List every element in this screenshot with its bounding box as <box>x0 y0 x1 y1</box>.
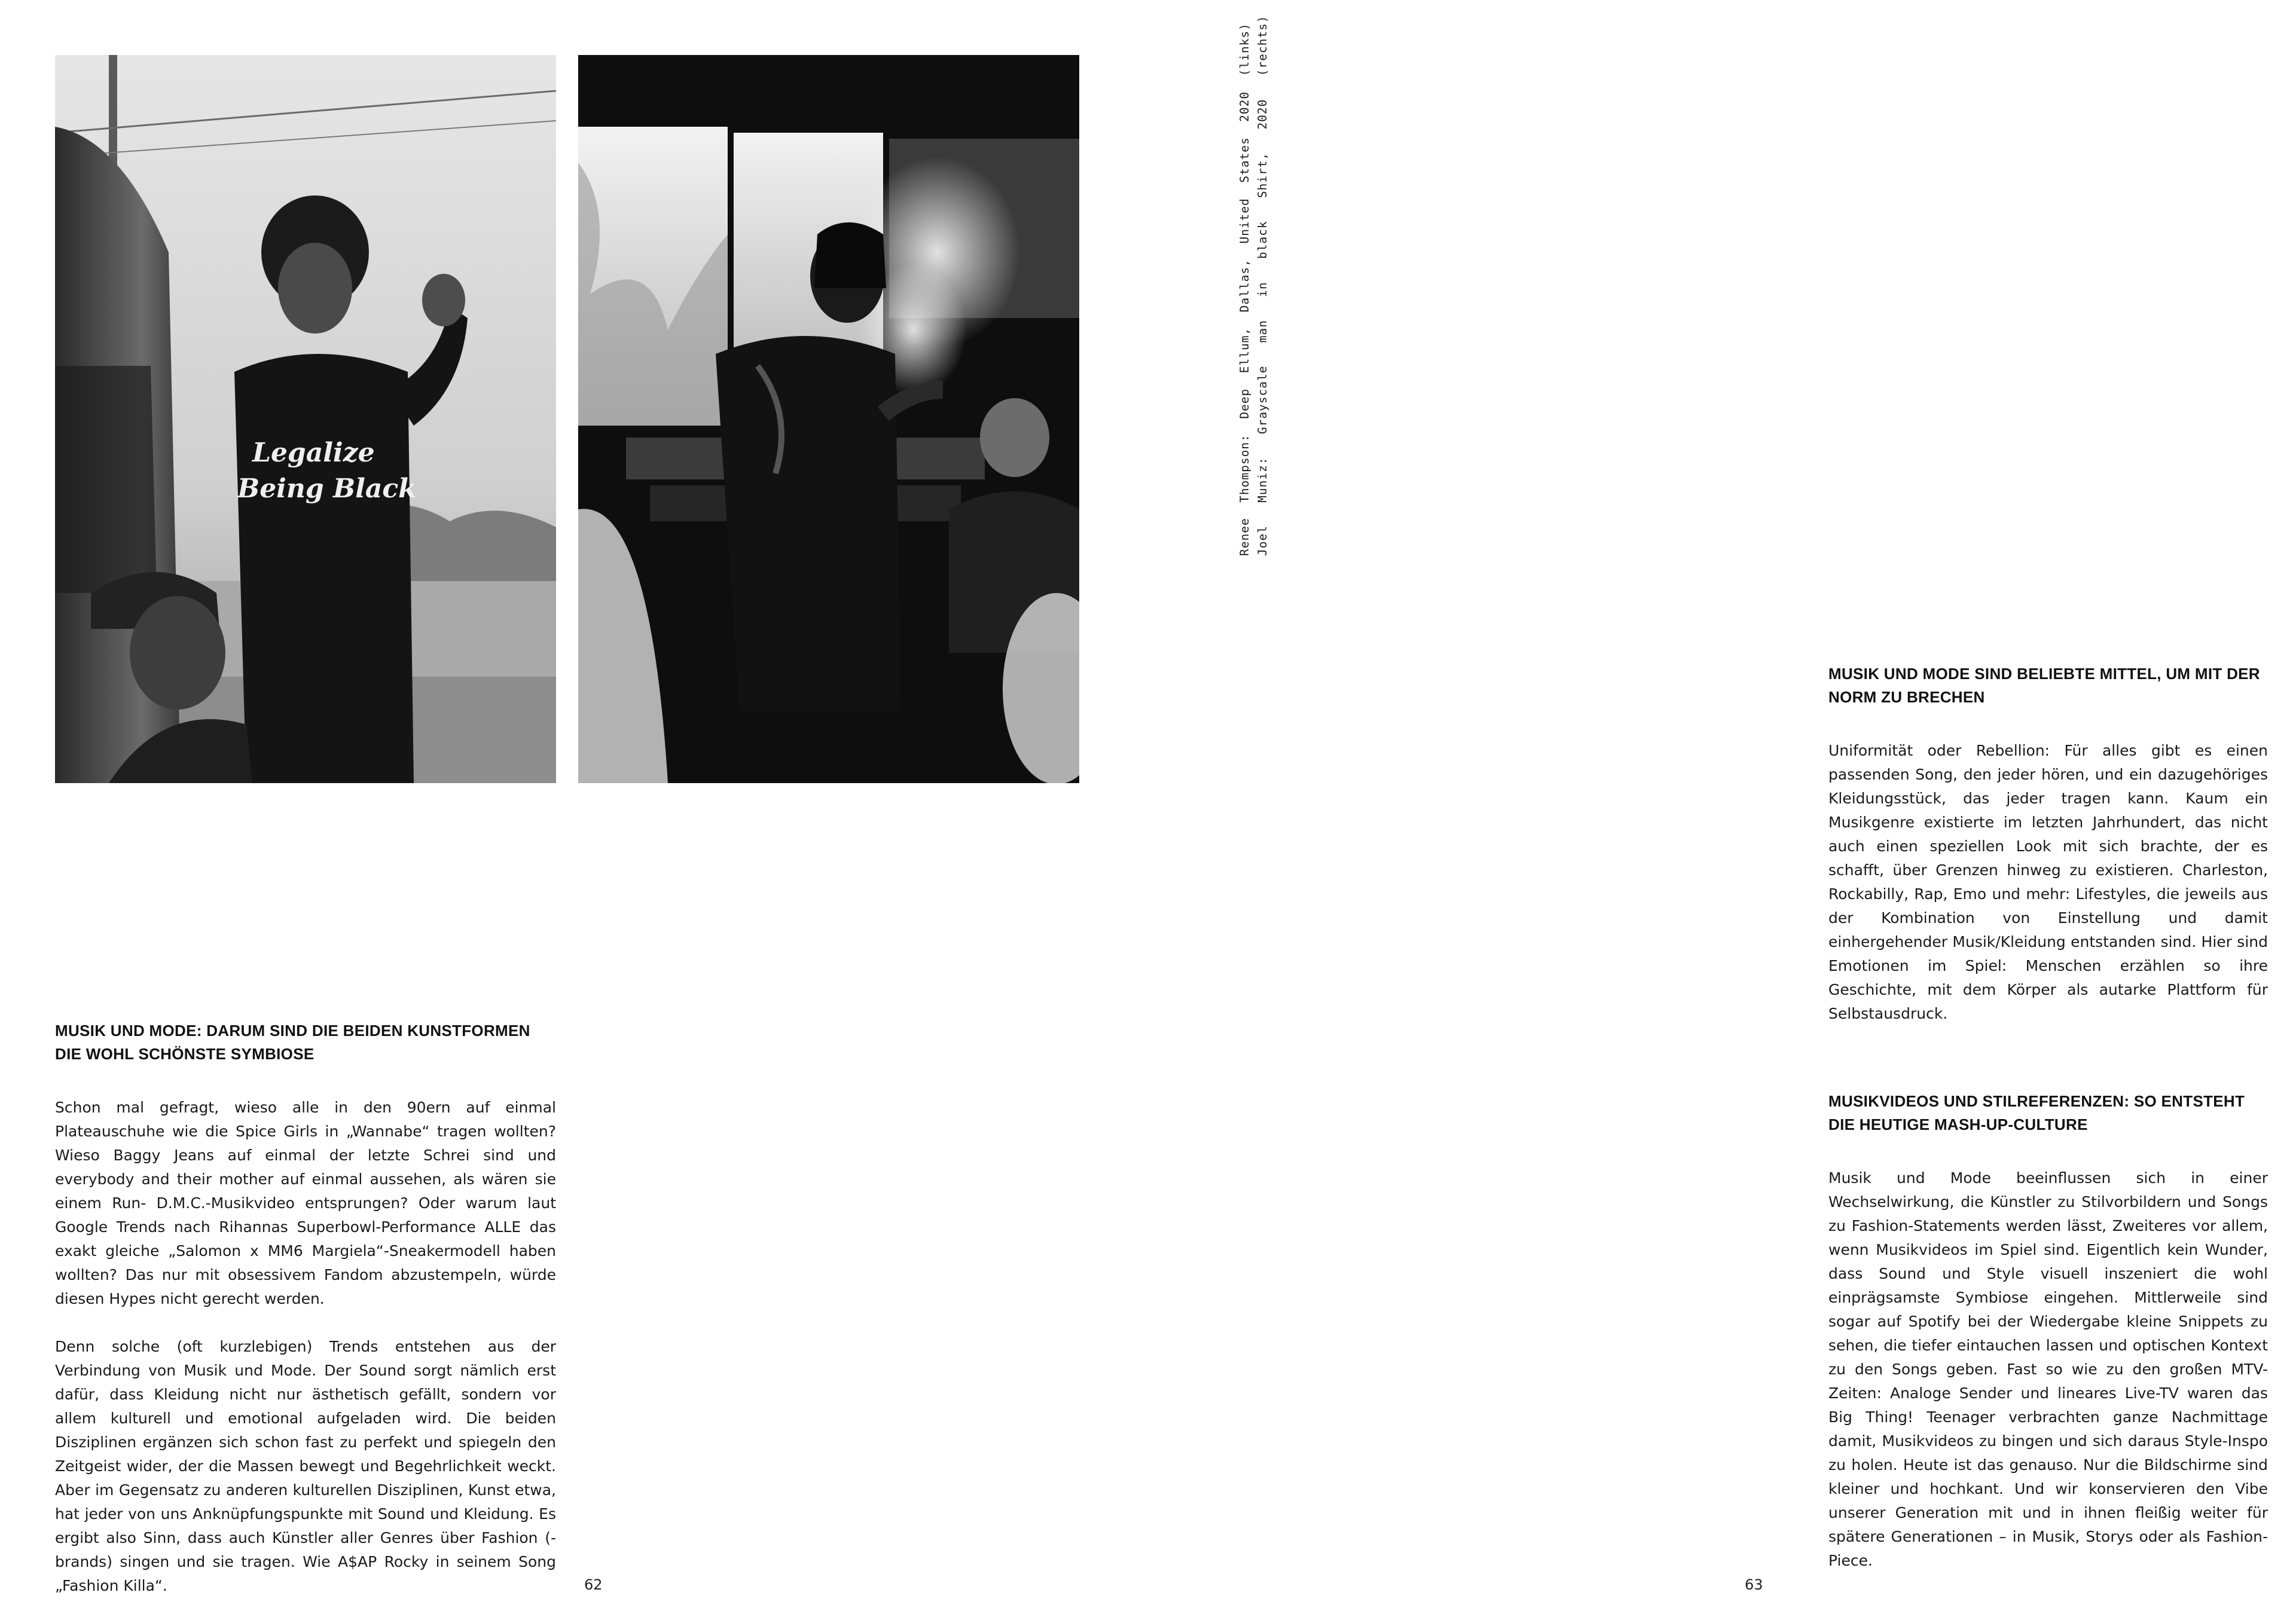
page-number-left: 62 <box>584 1576 603 1593</box>
page-number-right: 63 <box>1745 1576 1763 1593</box>
left-article-paragraph-2: Denn solche (oft kurzlebigen) Trends entstehen aus der Verbindung von Musik und Mode. Der Sound sorgt nämlich erst dafür, dass Kleidung nicht nur ästhetisch gefällt, sondern vor allem kulturell und emotional aufgeladen wird. Die beiden Disziplinen ergänzen sich schon fast zu perfekt und spiegeln den Zeitgeist wider, der die Massen bewegt und Begehrlichkeit weckt. Aber im Gegensatz zu anderen kulturellen Disziplinen, Kunst etwa, hat jeder von uns Anknüpfungspunkte mit Sound und Kleidung. Es ergibt also Sinn, dass auch Künstler aller Genres über Fashion (-brands) singen und sie tragen. Wie A$AP Rocky in seinem Song „Fashion Killa“. <box>55 1338 556 1594</box>
left-article <box>55 1019 556 1622</box>
photo-credit-caption <box>1236 15 1272 556</box>
caption-line-1: Renee Thompson: Deep Ellum, Dallas, United States 2020 (links) <box>1238 23 1251 556</box>
left-article-heading: MUSIK UND MODE: DARUM SIND DIE BEIDEN KUNSTFORMEN DIE WOHL SCHÖNSTE SYMBIOSE <box>55 1022 530 1063</box>
photo-left-illustration <box>55 55 556 783</box>
right-section-1-heading: MUSIK UND MODE SIND BELIEBTE MITTEL, UM MIT DER NORM ZU BRECHEN <box>1828 665 2260 706</box>
right-section-norm <box>1828 662 2268 1050</box>
svg-text:Legalize: Legalize <box>252 438 375 468</box>
left-article-paragraph-1: Schon mal gefragt, wieso alle in den 90ern auf einmal Plateauschuhe wie die Spice Girls in „Wannabe“ tragen wollten? Wieso Baggy Jeans auf einmal der letzte Schrei sind und everybody and their mother auf einmal aussehen, als wären sie einem Run- D.M.C.-Musikvideo entsprungen? Oder warum laut Google Trends nach Rihannas Superbowl-Performance ALLE das exakt gleiche „Salomon x MM6 Margiela“-Sneakermodell haben wollten? Das nur mit obsessivem Fandom abzustempeln, würde diesen Hypes nicht gerecht werden. <box>55 1099 556 1307</box>
right-section-2-heading: MUSIKVIDEOS UND STILREFERENZEN: SO ENTSTEHT DIE HEUTIGE MASH-UP-CULTURE <box>1828 1092 2245 1133</box>
photo-right-illustration <box>578 55 1079 783</box>
photo-right <box>578 55 1079 783</box>
svg-text:Being Black: Being Black <box>237 473 417 504</box>
right-section-2-paragraph: Musik und Mode beeinflussen sich in einer Wechselwirkung, die Künstler zu Stilvorbildern und Songs zu Fashion-Statements werden lässt, Zweiteres vor allem, wenn Musikvideos im Spiel sind. Eigentlich kein Wunder, dass Sound und Style visuell inszeniert die wohl einprägsamste Symbiose eingehen. Mittlerweile sind sogar auf Spotify bei der Wiedergabe kleine Snippets zu sehen, die tiefer eintauchen lassen und optischen Kontext zu den Songs geben. Fast so wie zu den großen MTV-Zeiten: Analoge Sender und lineares Live-TV waren das Big Thing! Teenager verbrachten ganze Nachmittage damit, Musikvideos zu bingen und sich daraus Style-Inspo zu holen. Heute ist das genauso. Nur die Bildschirme sind kleiner und hochkant. Und wir konservieren den Vibe unserer Generation mit und in ihnen fleißig weiter für spätere Generationen – in Musik, Storys oder als Fashion-Piece. <box>1828 1169 2268 1569</box>
photo-left <box>55 55 556 783</box>
right-section-musikvideos <box>1828 1090 2268 1597</box>
caption-line-2: Joel Muniz: Grayscale man in black Shirt, 2020 (rechts) <box>1256 15 1269 556</box>
right-section-1-paragraph: Uniformität oder Rebellion: Für alles gibt es einen passenden Song, den jeder hören, und ein dazugehöriges Kleidungsstück, das jeder tragen kann. Kaum ein Musikgenre existierte im letzten Jahrhundert, das nicht auch einen speziellen Look mit sich brachte, der es schafft, über Grenzen hinweg zu existieren. Charleston, Rockabilly, Rap, Emo und mehr: Lifestyles, die jeweils aus der Kombination von Einstellung und damit einhergehender Musik/Kleidung entstanden sind. Hier sind Emotionen im Spiel: Menschen erzählen so ihre Geschichte, mit dem Körper als autarke Plattform für Selbstausdruck. <box>1828 742 2268 1022</box>
